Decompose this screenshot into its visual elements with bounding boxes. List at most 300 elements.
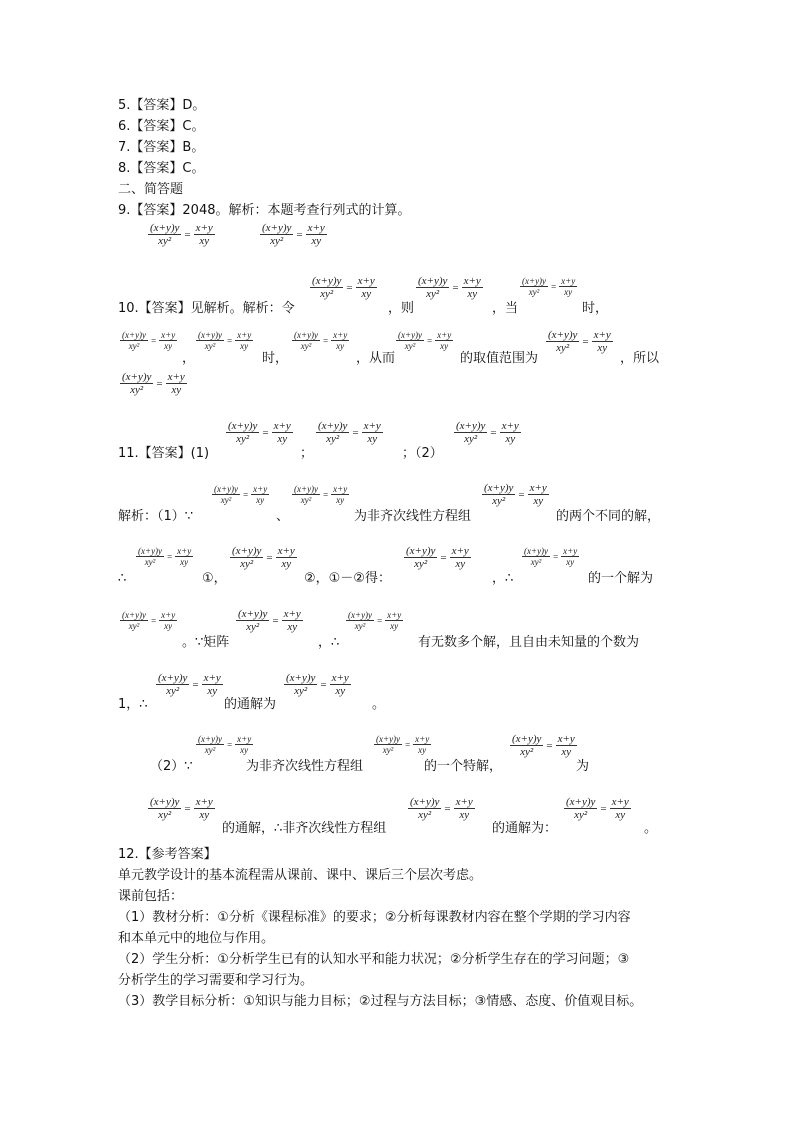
denominator: xy bbox=[455, 558, 466, 570]
fraction-rhs bbox=[194, 222, 215, 247]
numerator: (x+y)y bbox=[524, 546, 549, 556]
fraction-rhs bbox=[528, 482, 549, 507]
numerator: x+y bbox=[177, 546, 192, 556]
fraction-lhs bbox=[310, 275, 343, 300]
fraction-lhs bbox=[148, 222, 181, 247]
denominator: xy bbox=[164, 341, 173, 351]
text-fragment: 时， bbox=[582, 301, 609, 316]
fraction-rhs bbox=[282, 608, 303, 633]
fraction-lhs bbox=[260, 222, 293, 247]
paragraph: 和本单元中的地位与作用。 bbox=[118, 931, 275, 946]
fraction-lhs bbox=[136, 546, 164, 567]
denominator: xy bbox=[336, 341, 345, 351]
numerator: (x+y)y bbox=[376, 734, 401, 744]
denominator: xy bbox=[597, 342, 608, 354]
text-fragment: 。∵矩阵 bbox=[182, 635, 230, 650]
fraction-rhs bbox=[306, 222, 327, 247]
fraction-rhs bbox=[251, 484, 269, 505]
equals-sign: = bbox=[600, 802, 607, 815]
numerator: x+y bbox=[203, 672, 221, 684]
formula bbox=[396, 330, 453, 351]
formula bbox=[236, 608, 303, 633]
formula bbox=[520, 276, 577, 297]
denominator: xy bbox=[615, 809, 626, 821]
text-fragment: 的一个特解， bbox=[424, 759, 503, 774]
formula bbox=[148, 796, 215, 821]
denominator: xy bbox=[459, 809, 470, 821]
numerator: x+y bbox=[437, 330, 452, 340]
fraction-rhs bbox=[166, 371, 187, 396]
denominator: xy bbox=[533, 495, 544, 507]
text-fragment: 。 bbox=[644, 821, 658, 836]
denominator: xy² bbox=[492, 495, 506, 507]
denominator: xy² bbox=[204, 745, 216, 755]
paragraph: 分析学生的学习需要和学习行为。 bbox=[118, 973, 314, 988]
denominator: xy² bbox=[520, 746, 534, 758]
denominator: xy bbox=[564, 287, 573, 297]
numerator: (x+y)y bbox=[262, 222, 292, 234]
text-fragment: 的通解为： bbox=[492, 821, 558, 836]
fraction-lhs bbox=[236, 608, 269, 633]
equals-sign: = bbox=[227, 335, 233, 346]
denominator: xy² bbox=[158, 809, 172, 821]
fraction-lhs bbox=[546, 329, 579, 354]
numerator: (x+y)y bbox=[238, 608, 268, 620]
numerator: x+y bbox=[463, 275, 481, 287]
denominator: xy² bbox=[300, 495, 312, 505]
equals-sign: = bbox=[427, 335, 433, 346]
fraction-lhs bbox=[120, 610, 148, 631]
fraction-rhs bbox=[556, 733, 577, 758]
fraction-lhs bbox=[396, 330, 424, 351]
paragraph: （3）教学目标分析：①知识与能力目标；②过程与方法目标；③情感、态度、价值观目标。 bbox=[118, 994, 643, 1009]
text-fragment: 解析：（1）∵ bbox=[118, 509, 194, 524]
formula bbox=[546, 329, 613, 354]
equals-sign: = bbox=[323, 489, 329, 500]
numerator: (x+y)y bbox=[150, 796, 180, 808]
formula bbox=[316, 420, 383, 445]
text-fragment: ，则 bbox=[388, 301, 415, 316]
numerator: x+y bbox=[277, 545, 295, 557]
formula bbox=[136, 546, 193, 567]
section-heading-short-answer: 二、简答题 bbox=[118, 182, 184, 197]
numerator: x+y bbox=[387, 610, 402, 620]
formula bbox=[482, 482, 549, 507]
fraction-lhs bbox=[408, 796, 441, 821]
paragraph: 课前包括： bbox=[118, 889, 184, 904]
text-fragment: ，从而 bbox=[356, 351, 396, 366]
numerator: (x+y)y bbox=[418, 275, 448, 287]
denominator: xy² bbox=[166, 685, 180, 697]
numerator: x+y bbox=[357, 275, 375, 287]
text-fragment: ②，①－②得： bbox=[304, 571, 391, 586]
numerator: (x+y)y bbox=[150, 222, 180, 234]
equals-sign: = bbox=[551, 281, 557, 292]
equals-sign: = bbox=[184, 802, 191, 815]
numerator: (x+y)y bbox=[122, 330, 147, 340]
equals-sign: = bbox=[156, 377, 163, 390]
equals-sign: = bbox=[440, 551, 447, 564]
text-fragment: 为非齐次线性方程组 bbox=[246, 759, 364, 774]
denominator: xy² bbox=[528, 287, 540, 297]
numerator: (x+y)y bbox=[484, 482, 514, 494]
denominator: xy bbox=[390, 621, 399, 631]
fraction-lhs bbox=[454, 420, 487, 445]
text-fragment: 有无数多个解，且自由未知量的个数为 bbox=[418, 635, 640, 650]
fraction-rhs bbox=[450, 545, 471, 570]
formula bbox=[212, 484, 269, 505]
numerator: (x+y)y bbox=[122, 371, 152, 383]
numerator: x+y bbox=[563, 546, 578, 556]
numerator: x+y bbox=[333, 484, 348, 494]
formula bbox=[120, 371, 187, 396]
text-fragment: 为 bbox=[576, 759, 590, 774]
denominator: xy² bbox=[556, 342, 570, 354]
denominator: xy² bbox=[382, 745, 394, 755]
numerator: (x+y)y bbox=[228, 420, 258, 432]
denominator: xy² bbox=[240, 558, 254, 570]
fraction-lhs bbox=[120, 330, 148, 351]
text-fragment: （2）∵ bbox=[150, 759, 193, 774]
equals-sign: = bbox=[444, 802, 451, 815]
fraction-lhs bbox=[284, 672, 317, 697]
fraction-rhs bbox=[385, 610, 403, 631]
text-fragment: 的通解为 bbox=[224, 697, 277, 712]
numerator: x+y bbox=[561, 276, 576, 286]
denominator: xy bbox=[418, 745, 427, 755]
equals-sign: = bbox=[452, 281, 459, 294]
numerator: x+y bbox=[283, 608, 301, 620]
equals-sign: = bbox=[518, 488, 525, 501]
fraction-rhs bbox=[413, 734, 431, 755]
numerator: (x+y)y bbox=[348, 610, 373, 620]
paragraph: 单元教学设计的基本流程需从课前、课中、课后三个层次考虑。 bbox=[118, 868, 483, 883]
formula bbox=[416, 275, 483, 300]
text-fragment: ，当 bbox=[492, 301, 519, 316]
equals-sign: = bbox=[320, 678, 327, 691]
numerator: x+y bbox=[161, 330, 176, 340]
numerator: x+y bbox=[451, 545, 469, 557]
numerator: x+y bbox=[195, 222, 213, 234]
denominator: xy² bbox=[220, 495, 232, 505]
denominator: xy bbox=[199, 809, 210, 821]
text-fragment: ，所以 bbox=[620, 351, 660, 366]
fraction-lhs bbox=[416, 275, 449, 300]
denominator: xy² bbox=[404, 341, 416, 351]
fraction-rhs bbox=[559, 276, 577, 297]
fraction-rhs bbox=[331, 484, 349, 505]
numerator: x+y bbox=[529, 482, 547, 494]
denominator: xy² bbox=[294, 685, 308, 697]
denominator: xy bbox=[164, 621, 173, 631]
numerator: x+y bbox=[167, 371, 185, 383]
fraction-lhs bbox=[212, 484, 240, 505]
fraction-lhs bbox=[374, 734, 402, 755]
formula bbox=[230, 545, 297, 570]
denominator: xy bbox=[311, 235, 322, 247]
formula bbox=[284, 672, 351, 697]
equals-sign: = bbox=[243, 489, 249, 500]
fraction-lhs bbox=[522, 546, 550, 567]
numerator: (x+y)y bbox=[122, 610, 147, 620]
fraction-lhs bbox=[292, 330, 320, 351]
numerator: (x+y)y bbox=[232, 545, 262, 557]
numerator: x+y bbox=[557, 733, 575, 745]
denominator: xy bbox=[561, 746, 572, 758]
fraction-rhs bbox=[356, 275, 377, 300]
numerator: (x+y)y bbox=[456, 420, 486, 432]
numerator: x+y bbox=[195, 796, 213, 808]
denominator: xy² bbox=[270, 235, 284, 247]
text-fragment: 时， bbox=[262, 351, 289, 366]
denominator: xy bbox=[207, 685, 218, 697]
formula bbox=[260, 222, 327, 247]
denominator: xy² bbox=[326, 433, 340, 445]
formula bbox=[196, 330, 253, 351]
numerator: x+y bbox=[455, 796, 473, 808]
answer-8: 8.【答案】C。 bbox=[118, 161, 205, 176]
equals-sign: = bbox=[405, 739, 411, 750]
fraction-lhs bbox=[564, 796, 597, 821]
denominator: xy² bbox=[128, 621, 140, 631]
fraction-rhs bbox=[592, 329, 613, 354]
numerator: x+y bbox=[237, 330, 252, 340]
text-fragment: ， bbox=[182, 351, 196, 366]
denominator: xy² bbox=[128, 341, 140, 351]
denominator: xy bbox=[336, 495, 345, 505]
numerator: x+y bbox=[363, 420, 381, 432]
numerator: (x+y)y bbox=[294, 484, 319, 494]
fraction-rhs bbox=[235, 734, 253, 755]
numerator: (x+y)y bbox=[158, 672, 188, 684]
numerator: x+y bbox=[331, 672, 349, 684]
fraction-rhs bbox=[331, 330, 349, 351]
denominator: xy² bbox=[426, 288, 440, 300]
formula bbox=[374, 734, 431, 755]
numerator: (x+y)y bbox=[410, 796, 440, 808]
answer-9: 9.【答案】2048。解析：本题考查行列式的计算。 bbox=[118, 203, 411, 218]
fraction-rhs bbox=[235, 330, 253, 351]
equals-sign: = bbox=[272, 614, 279, 627]
equals-sign: = bbox=[151, 335, 157, 346]
equals-sign: = bbox=[227, 739, 233, 750]
paragraph: （1）教材分析：①分析《课程标准》的要求；②分析每课教材内容在整个学期的学习内容 bbox=[118, 910, 631, 925]
denominator: xy² bbox=[158, 235, 172, 247]
numerator: (x+y)y bbox=[214, 484, 239, 494]
formula bbox=[310, 275, 377, 300]
text-fragment: 1，∴ bbox=[118, 697, 148, 712]
text-fragment: 的取值范围为 bbox=[460, 351, 539, 366]
numerator: (x+y)y bbox=[512, 733, 542, 745]
denominator: xy² bbox=[464, 433, 478, 445]
fraction-lhs bbox=[148, 796, 181, 821]
numerator: x+y bbox=[501, 420, 519, 432]
fraction-lhs bbox=[196, 734, 224, 755]
equals-sign: = bbox=[490, 426, 497, 439]
numerator: (x+y)y bbox=[398, 330, 423, 340]
numerator: (x+y)y bbox=[286, 672, 316, 684]
equals-sign: = bbox=[184, 228, 191, 241]
fraction-rhs bbox=[202, 672, 223, 697]
formula bbox=[454, 420, 521, 445]
numerator: (x+y)y bbox=[294, 330, 319, 340]
denominator: xy bbox=[199, 235, 210, 247]
answer-10-intro: 10.【答案】见解析。解析：令 bbox=[118, 301, 295, 316]
equals-sign: = bbox=[553, 551, 559, 562]
fraction-lhs bbox=[346, 610, 374, 631]
text-fragment: ，∴ bbox=[318, 635, 340, 650]
formula bbox=[226, 420, 293, 445]
fraction-rhs bbox=[500, 420, 521, 445]
numerator: x+y bbox=[611, 796, 629, 808]
text-fragment: 为非齐次线性方程组 bbox=[354, 509, 472, 524]
formula bbox=[120, 610, 177, 631]
text-fragment: ；（2） bbox=[402, 446, 443, 461]
equals-sign: = bbox=[262, 426, 269, 439]
text-fragment: ①， bbox=[202, 571, 227, 586]
fraction-lhs bbox=[226, 420, 259, 445]
numerator: (x+y)y bbox=[138, 546, 163, 556]
denominator: xy bbox=[440, 341, 449, 351]
text-fragment: ∴ bbox=[118, 571, 127, 586]
formula bbox=[510, 733, 577, 758]
fraction-lhs bbox=[482, 482, 515, 507]
denominator: xy² bbox=[574, 809, 588, 821]
equals-sign: = bbox=[582, 335, 589, 348]
fraction-lhs bbox=[120, 371, 153, 396]
text-fragment: 的一个解为 bbox=[588, 571, 654, 586]
numerator: (x+y)y bbox=[548, 329, 578, 341]
formula bbox=[346, 610, 403, 631]
denominator: xy² bbox=[144, 557, 156, 567]
equals-sign: = bbox=[266, 551, 273, 564]
fraction-lhs bbox=[520, 276, 548, 297]
denominator: xy² bbox=[320, 288, 334, 300]
fraction-rhs bbox=[175, 546, 193, 567]
fraction-rhs bbox=[272, 420, 293, 445]
equals-sign: = bbox=[192, 678, 199, 691]
denominator: xy bbox=[505, 433, 516, 445]
formula bbox=[292, 484, 349, 505]
denominator: xy bbox=[240, 341, 249, 351]
denominator: xy² bbox=[418, 809, 432, 821]
fraction-rhs bbox=[194, 796, 215, 821]
numerator: x+y bbox=[415, 734, 430, 744]
fraction-rhs bbox=[454, 796, 475, 821]
fraction-rhs bbox=[561, 546, 579, 567]
equals-sign: = bbox=[167, 551, 173, 562]
numerator: x+y bbox=[333, 330, 348, 340]
answer-11: 11.【答案】(1) bbox=[118, 446, 210, 461]
text-fragment: ； bbox=[300, 446, 314, 461]
formula bbox=[120, 330, 177, 351]
fraction-lhs bbox=[404, 545, 437, 570]
numerator: (x+y)y bbox=[198, 734, 223, 744]
fraction-lhs bbox=[510, 733, 543, 758]
answer-12: 12.【参考答案】 bbox=[118, 847, 217, 862]
denominator: xy bbox=[467, 288, 478, 300]
answer-5: 5.【答案】D。 bbox=[118, 98, 206, 113]
denominator: xy bbox=[566, 557, 575, 567]
numerator: x+y bbox=[307, 222, 325, 234]
denominator: xy bbox=[256, 495, 265, 505]
numerator: x+y bbox=[237, 734, 252, 744]
fraction-rhs bbox=[462, 275, 483, 300]
answer-6: 6.【答案】C。 bbox=[118, 119, 205, 134]
numerator: (x+y)y bbox=[522, 276, 547, 286]
denominator: xy² bbox=[300, 341, 312, 351]
numerator: x+y bbox=[253, 484, 268, 494]
text-fragment: 的通解，∴非齐次线性方程组 bbox=[222, 821, 387, 836]
fraction-rhs bbox=[610, 796, 631, 821]
numerator: (x+y)y bbox=[566, 796, 596, 808]
fraction-rhs bbox=[435, 330, 453, 351]
text-fragment: ，∴ bbox=[492, 571, 514, 586]
numerator: (x+y)y bbox=[406, 545, 436, 557]
fraction-rhs bbox=[159, 330, 177, 351]
fraction-lhs bbox=[292, 484, 320, 505]
denominator: xy bbox=[277, 433, 288, 445]
text-fragment: 、 bbox=[276, 509, 290, 524]
formula bbox=[564, 796, 631, 821]
denominator: xy² bbox=[130, 384, 144, 396]
denominator: xy² bbox=[530, 557, 542, 567]
denominator: xy² bbox=[414, 558, 428, 570]
denominator: xy² bbox=[246, 621, 260, 633]
formula bbox=[408, 796, 475, 821]
denominator: xy bbox=[367, 433, 378, 445]
numerator: (x+y)y bbox=[318, 420, 348, 432]
denominator: xy bbox=[180, 557, 189, 567]
numerator: (x+y)y bbox=[198, 330, 223, 340]
formula bbox=[404, 545, 471, 570]
text-fragment: 。 bbox=[372, 697, 386, 712]
fraction-rhs bbox=[159, 610, 177, 631]
denominator: xy bbox=[171, 384, 182, 396]
equals-sign: = bbox=[296, 228, 303, 241]
fraction-lhs bbox=[156, 672, 189, 697]
fraction-rhs bbox=[330, 672, 351, 697]
equals-sign: = bbox=[352, 426, 359, 439]
formula bbox=[522, 546, 579, 567]
denominator: xy² bbox=[236, 433, 250, 445]
denominator: xy bbox=[361, 288, 372, 300]
formula bbox=[148, 222, 215, 247]
equals-sign: = bbox=[377, 615, 383, 626]
equals-sign: = bbox=[323, 335, 329, 346]
denominator: xy bbox=[240, 745, 249, 755]
paragraph: （2）学生分析：①分析学生已有的认知水平和能力状况；②分析学生存在的学习问题；③ bbox=[118, 952, 630, 967]
numerator: x+y bbox=[593, 329, 611, 341]
fraction-rhs bbox=[362, 420, 383, 445]
answer-7: 7.【答案】B。 bbox=[118, 140, 205, 155]
formula bbox=[156, 672, 223, 697]
equals-sign: = bbox=[346, 281, 353, 294]
numerator: x+y bbox=[161, 610, 176, 620]
equals-sign: = bbox=[151, 615, 157, 626]
denominator: xy² bbox=[354, 621, 366, 631]
formula bbox=[196, 734, 253, 755]
formula bbox=[292, 330, 349, 351]
fraction-lhs bbox=[230, 545, 263, 570]
denominator: xy bbox=[281, 558, 292, 570]
fraction-lhs bbox=[316, 420, 349, 445]
equals-sign: = bbox=[546, 739, 553, 752]
denominator: xy bbox=[335, 685, 346, 697]
numerator: (x+y)y bbox=[312, 275, 342, 287]
denominator: xy² bbox=[204, 341, 216, 351]
denominator: xy bbox=[287, 621, 298, 633]
